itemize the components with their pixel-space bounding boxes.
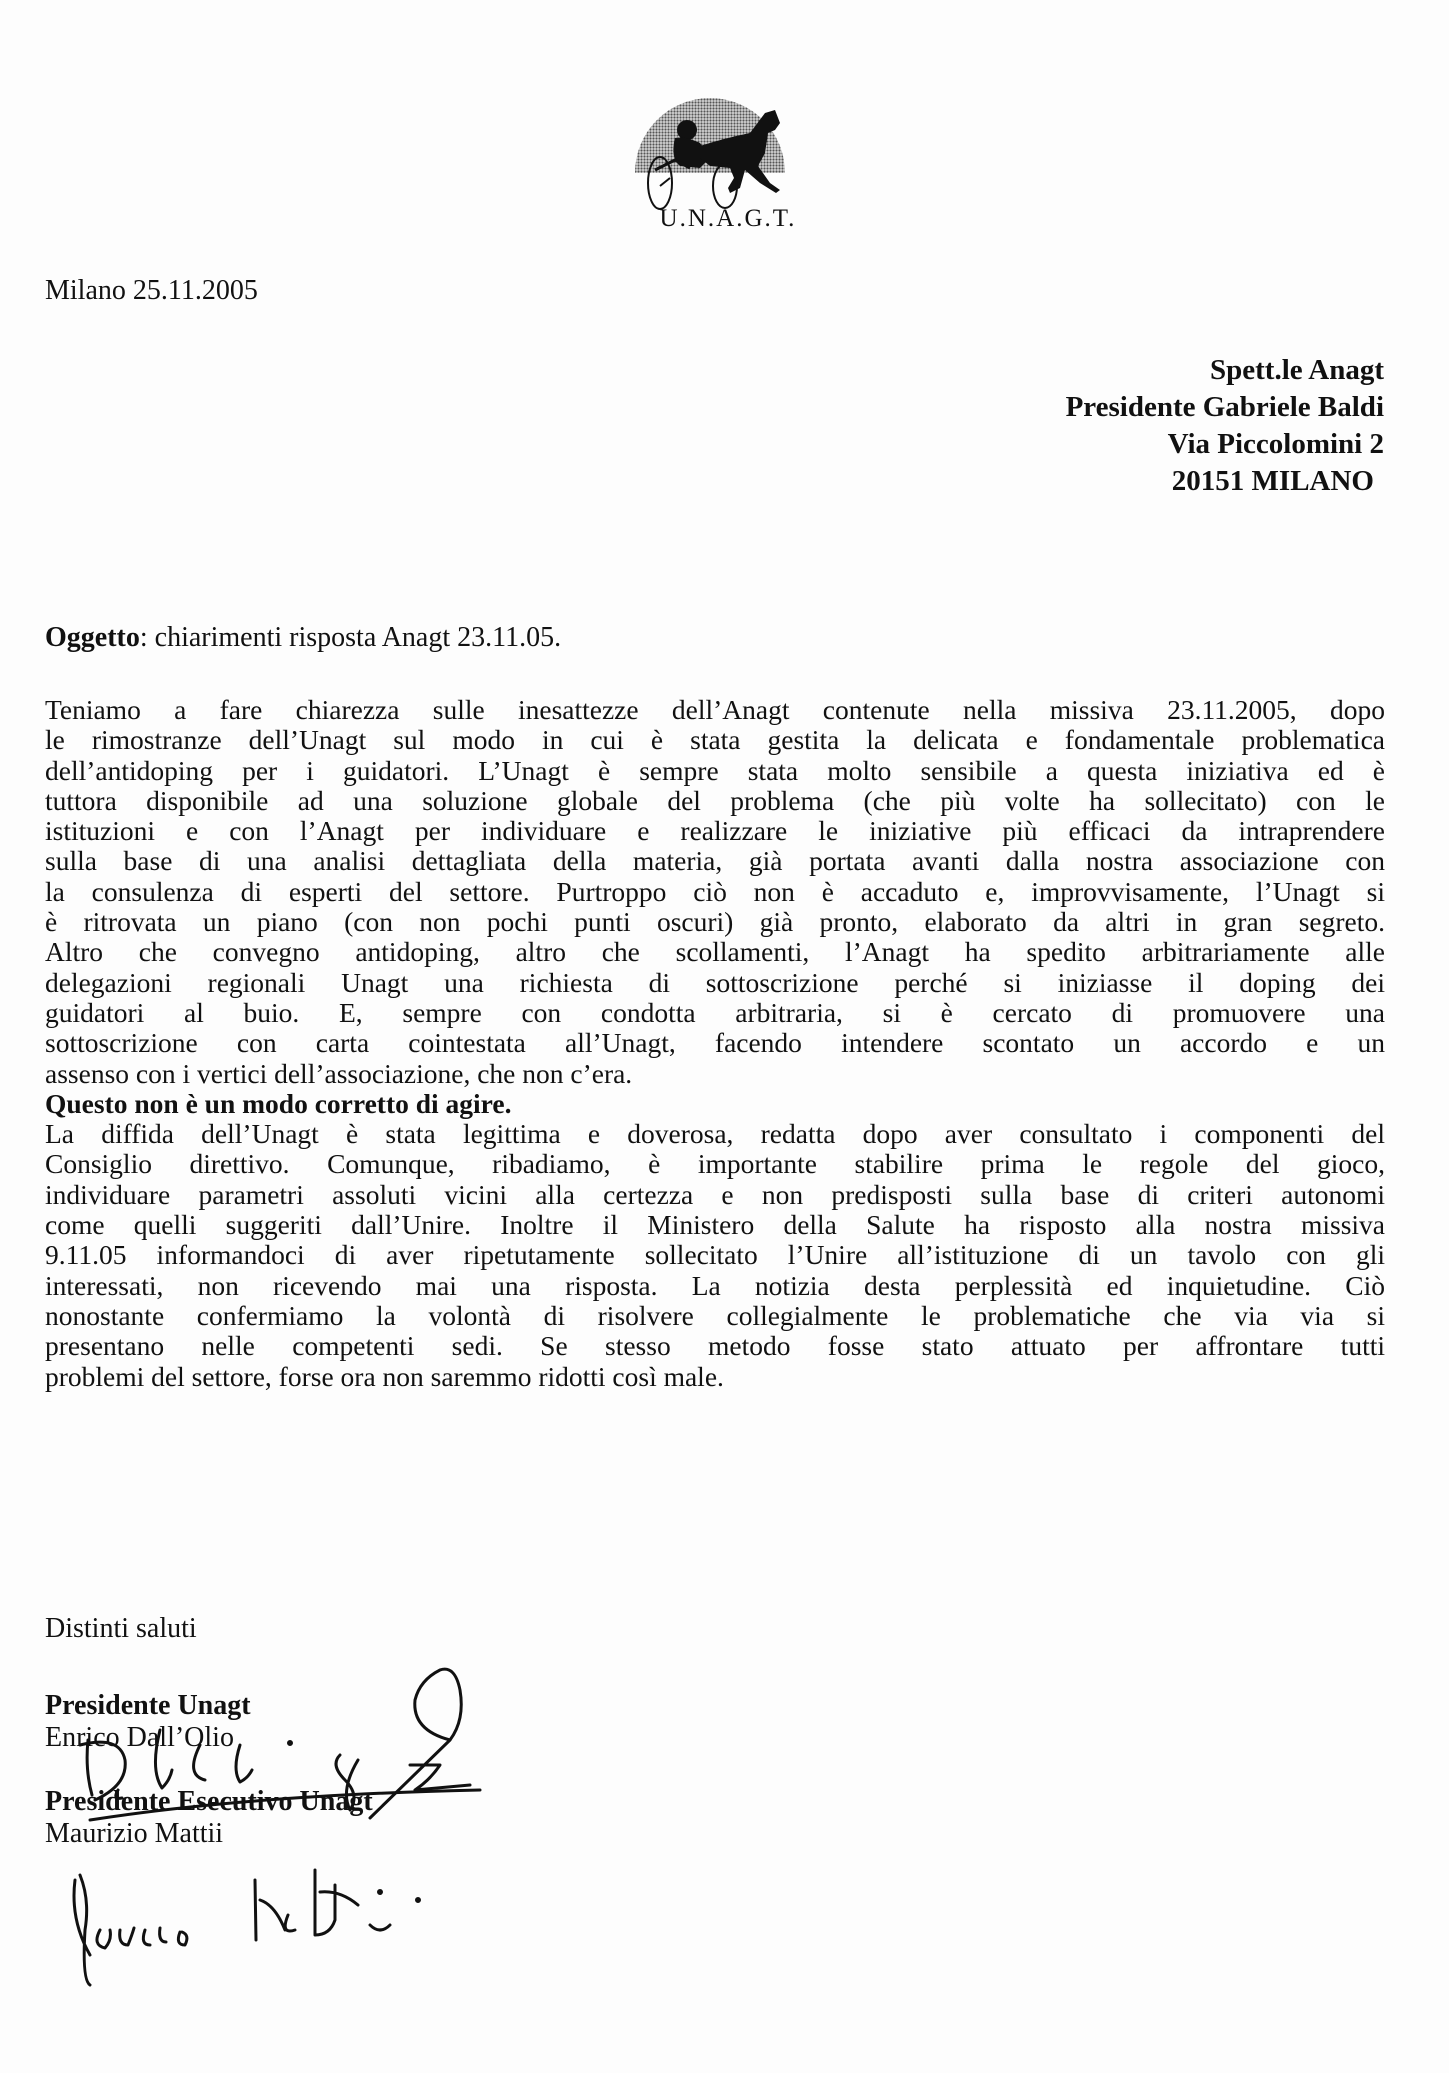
body-line: come quelli suggeriti dall’Unire. Inoltre il Ministero della Salute ha risposto alla nostra missiva xyxy=(45,1209,1385,1241)
date-line: Milano 25.11.2005 xyxy=(45,275,258,306)
body-line: sulla base di una analisi dettagliata della materia, già portata avanti dalla nostra associazione con xyxy=(45,845,1385,877)
body-line: nonostante confermiamo la volontà di risolvere collegialmente le problematiche che via via si xyxy=(45,1299,1385,1331)
subject-label: Oggetto xyxy=(45,622,140,653)
body-line: è ritrovata un piano (con non pochi punti oscuri) già pronto, elaborato da altri in gran segreto. xyxy=(45,906,1385,938)
body-line: Consiglio direttivo. Comunque, ribadiamo, è importante stabilire prima le regole del gioco, xyxy=(45,1148,1385,1180)
body-line: La diffida dell’Unagt è stata legittima e doverosa, redatta dopo aver consultato i componenti del xyxy=(45,1118,1385,1150)
body-line: interessati, non ricevendo mai una risposta. La notizia desta perplessità ed inquietudine. Ciò xyxy=(45,1269,1385,1301)
signatory-title: Presidente Esecutivo Unagt xyxy=(45,1786,373,1817)
recipient-line: Via Piccolomini 2 xyxy=(1167,428,1384,460)
body-line: problemi del settore, forse ora non saremmo ridotti così male. xyxy=(45,1360,724,1392)
subject-line xyxy=(45,622,561,654)
recipient-line: Presidente Gabriele Baldi xyxy=(1065,391,1384,423)
body-line: assenso con i vertici dell’associazione, che non c’era. xyxy=(45,1057,633,1089)
body-line: Altro che convegno antidoping, altro che scollamenti, l’Anagt ha spedito arbitrariamente alle xyxy=(45,936,1385,968)
body-line: Teniamo a fare chiarezza sulle inesattezze dell’Anagt contenute nella missiva 23.11.2005, dopo xyxy=(45,694,1385,725)
body-line: guidatori al buio. E, sempre con condotta arbitraria, si è cercato di promuovere una xyxy=(45,996,1385,1028)
signatory-name: Enrico Dall’Olio xyxy=(45,1722,234,1753)
body-line: dell’antidoping per i guidatori. L’Unagt è sempre stata molto sensibile a questa iniziativa ed è xyxy=(45,754,1385,786)
signatory-name: Maurizio Mattii xyxy=(45,1818,224,1849)
body-line: istituzioni e con l’Anagt per individuare e realizzare le iniziative più efficaci da intraprendere xyxy=(45,815,1385,847)
body-line: sottoscrizione con carta cointestata all’Unagt, facendo intendere scontato un accordo e un xyxy=(45,1027,1385,1059)
body-line: individuare parametri assoluti vicini alla certezza e non predisposti sulla base di criteri autonomi xyxy=(45,1178,1385,1210)
body-line: la consulenza di esperti del settore. Purtroppo ciò non è accaduto e, improvvisamente, l’Unagt si xyxy=(45,875,1385,907)
body-line: presentano nelle competenti sedi. Se stesso metodo fosse stato attuato per affrontare tutti xyxy=(45,1330,1385,1362)
organization-name: U.N.A.G.T. xyxy=(659,205,797,232)
body-line: 9.11.05 informandoci di aver ripetutamente sollecitato l’Unire all’istituzione di un tavolo con gli xyxy=(45,1239,1385,1271)
body-line: delegazioni regionali Unagt una richiesta di sottoscrizione perché si iniziasse il doping dei xyxy=(45,966,1385,998)
subject-text: : chiarimenti risposta Anagt 23.11.05. xyxy=(139,622,562,653)
emphasis-line: Questo non è un modo corretto di agire. xyxy=(45,1087,512,1119)
recipient-line: 20151 MILANO xyxy=(1171,465,1374,497)
closing-salutation: Distinti saluti xyxy=(45,1613,197,1644)
recipient-address xyxy=(1066,352,1384,500)
body-line: tuttora disponibile ad una soluzione globale del problema (che più volte ha sollecitato) con le xyxy=(45,784,1385,816)
recipient-line: Spett.le Anagt xyxy=(1210,354,1384,386)
letter-body xyxy=(45,695,1385,1392)
signatory-title: Presidente Unagt xyxy=(45,1690,251,1721)
body-line: le rimostranze dell’Unagt sul modo in cui è stata gestita la delicata e fondamentale problematica xyxy=(45,724,1385,756)
